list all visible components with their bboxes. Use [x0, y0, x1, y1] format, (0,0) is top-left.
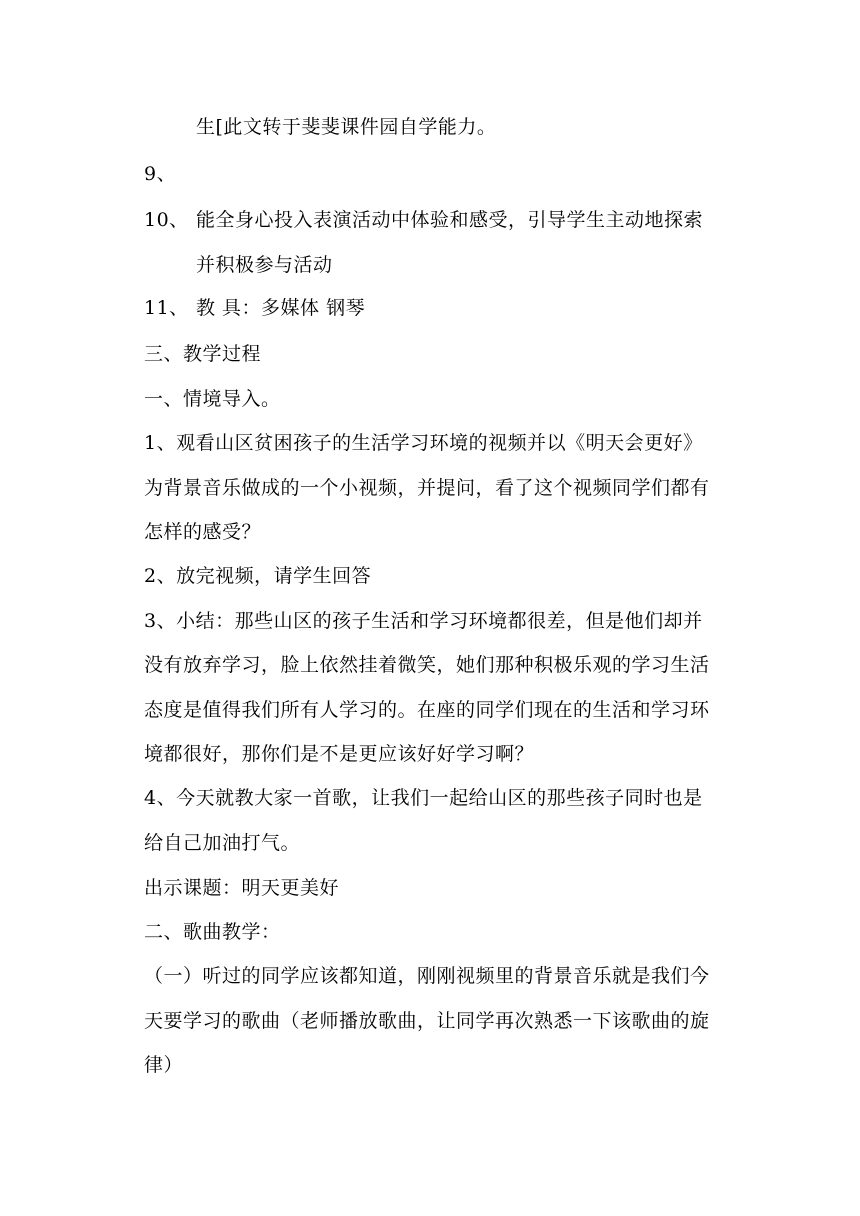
- paragraph-line: 律）: [144, 1054, 184, 1076]
- list-number: 10、: [144, 209, 189, 231]
- section-heading-introduction: 一、情境导入。: [144, 388, 281, 410]
- paragraph-line: 为背景音乐做成的一个小视频，并提问，看了这个视频同学们都有: [144, 477, 710, 499]
- paragraph-line: 境都很好，那你们是不是更应该好好学习啊？: [144, 743, 535, 765]
- list-item-text: 教 具：多媒体 钢琴: [196, 297, 366, 319]
- paragraph-line: 天要学习的歌曲（老师播放歌曲，让同学再次熟悉一下该歌曲的旋: [144, 1010, 710, 1032]
- section-heading-teaching-process: 三、教学过程: [144, 343, 262, 365]
- list-item-10-continuation: 并积极参与活动: [196, 254, 333, 276]
- list-number-9: 9、: [144, 163, 177, 185]
- section-heading-song-teaching: 二、歌曲教学：: [144, 921, 281, 943]
- paragraph-line: 给自己加油打气。: [144, 832, 301, 854]
- paragraph-line: 3、小结：那些山区的孩子生活和学习环境都很差，但是他们却并: [144, 610, 703, 632]
- list-item-10: [144, 208, 703, 232]
- text-line-ability: 生[此文转于斐斐课件园自学能力。: [196, 116, 497, 138]
- paragraph-line: 4、今天就教大家一首歌，让我们一起给山区的那些孩子同时也是: [144, 787, 703, 809]
- list-number: 11、: [144, 297, 189, 319]
- paragraph-line: 态度是值得我们所有人学习的。在座的同学们现在的生活和学习环: [144, 699, 710, 721]
- paragraph-step-2: 2、放完视频，请学生回答: [144, 565, 372, 587]
- paragraph-line: 1、观看山区贫困孩子的生活学习环境的视频并以《明天会更好》: [144, 432, 703, 454]
- paragraph-line: （一）听过的同学应该都知道，刚刚视频里的背景音乐就是我们今: [144, 965, 710, 987]
- list-item-text: 能全身心投入表演活动中体验和感受，引导学生主动地探索: [196, 209, 704, 231]
- lesson-title-line: 出示课题：明天更美好: [144, 877, 340, 899]
- paragraph-line: 没有放弃学习，脸上依然挂着微笑，她们那种积极乐观的学习生活: [144, 654, 710, 676]
- paragraph-line: 怎样的感受？: [144, 521, 262, 543]
- list-item-11: [144, 296, 365, 320]
